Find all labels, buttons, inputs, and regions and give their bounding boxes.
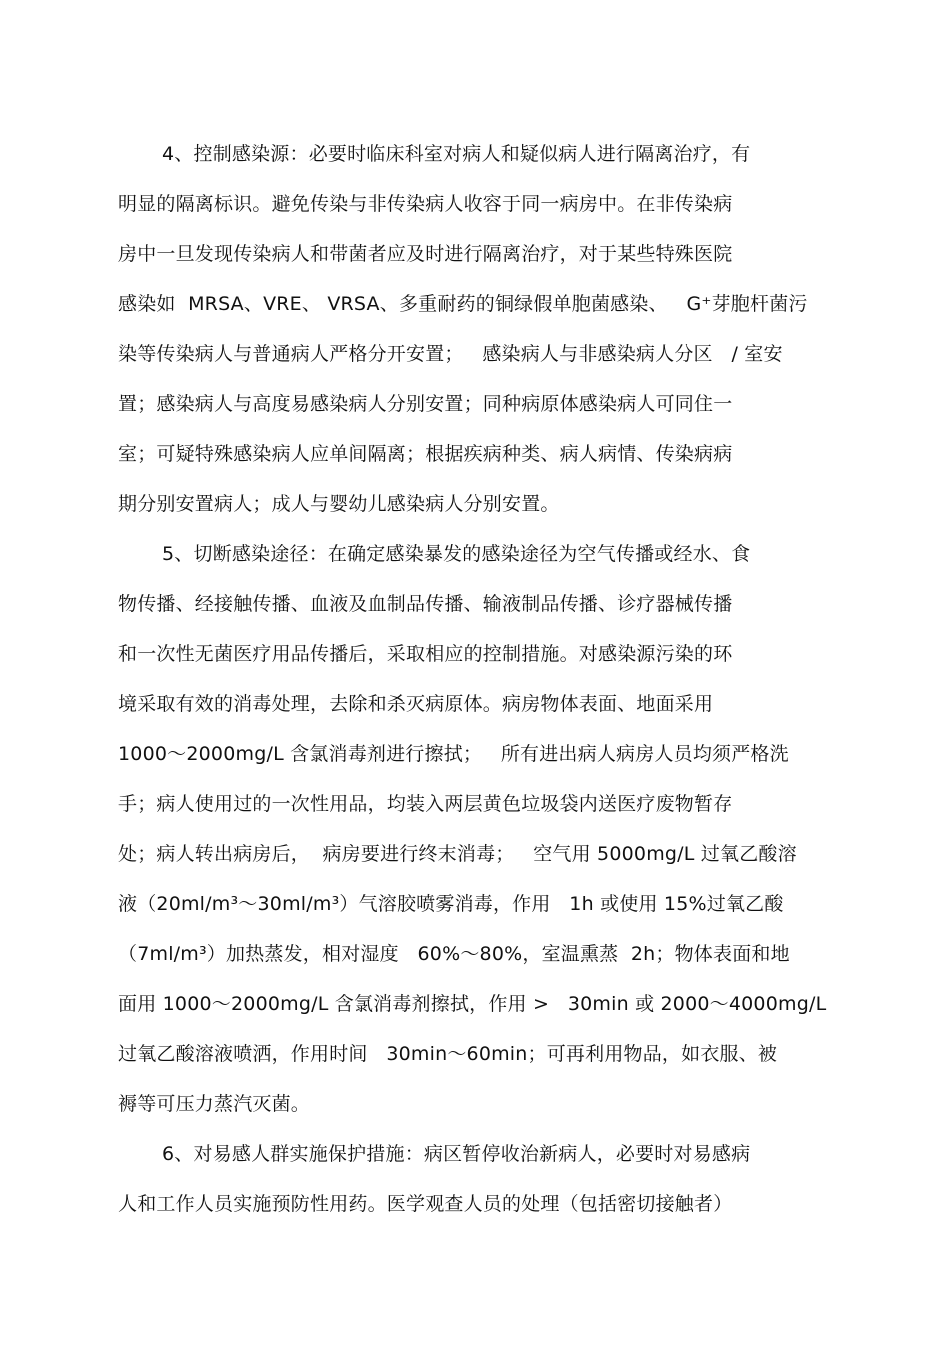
text-line: 1000～2000mg/L 含氯消毒剂进行擦拭； 所有进出病人病房人员均须严格洗 [118, 743, 789, 765]
text-line: 染等传染病人与普通病人严格分开安置； 感染病人与非感染病人分区 / 室安 [118, 343, 783, 365]
text-line: 置；感染病人与高度易感染病人分别安置；同种病原体感染病人可同住一 [118, 393, 733, 415]
text-line: 室；可疑特殊感染病人应单间隔离；根据疾病种类、病人病情、传染病病 [118, 443, 733, 465]
text-line: 人和工作人员实施预防性用药。医学观查人员的处理（包括密切接触者） [118, 1193, 733, 1215]
text-line: 面用 1000～2000mg/L 含氯消毒剂擦拭，作用 > 30min 或 2000～4000mg/L [118, 993, 827, 1015]
text-line: 感染如 MRSA、VRE、 VRSA、多重耐药的铜绿假单胞菌感染、 G⁺芽胞杆菌污 [118, 293, 808, 315]
text-line: （7ml/m³）加热蒸发，相对湿度 60%～80%，室温熏蒸 2h；物体表面和地 [118, 943, 790, 965]
text-line: 褥等可压力蒸汽灭菌。 [118, 1093, 311, 1115]
text-line: 6、对易感人群实施保护措施：病区暂停收治新病人，必要时对易感病 [162, 1143, 751, 1165]
text-line: 处；病人转出病房后， 病房要进行终末消毒； 空气用 5000mg/L 过氧乙酸溶 [118, 843, 797, 865]
text-line: 和一次性无菌医疗用品传播后，采取相应的控制措施。对感染源污染的环 [118, 643, 733, 665]
text-line: 液（20ml/m³～30ml/m³）气溶胶喷雾消毒，作用 1h 或使用 15%过氧乙酸 [118, 893, 784, 915]
text-line: 明显的隔离标识。避免传染与非传染病人收容于同一病房中。在非传染病 [118, 193, 733, 215]
text-line: 期分别安置病人；成人与婴幼儿感染病人分别安置。 [118, 493, 560, 515]
text-line: 境采取有效的消毒处理，去除和杀灭病原体。病房物体表面、地面采用 [118, 693, 714, 715]
text-line: 5、切断感染途径：在确定感染暴发的感染途径为空气传播或经水、食 [162, 543, 751, 565]
text-line: 4、控制感染源：必要时临床科室对病人和疑似病人进行隔离治疗，有 [162, 143, 751, 165]
text-line: 房中一旦发现传染病人和带菌者应及时进行隔离治疗，对于某些特殊医院 [118, 243, 733, 265]
text-line: 手；病人使用过的一次性用品，均装入两层黄色垃圾袋内送医疗废物暂存 [118, 793, 733, 815]
text-line: 过氧乙酸溶液喷洒，作用时间 30min～60min；可再利用物品，如衣服、被 [118, 1043, 778, 1065]
text-line: 物传播、经接触传播、血液及血制品传播、输液制品传播、诊疗器械传播 [118, 593, 733, 615]
